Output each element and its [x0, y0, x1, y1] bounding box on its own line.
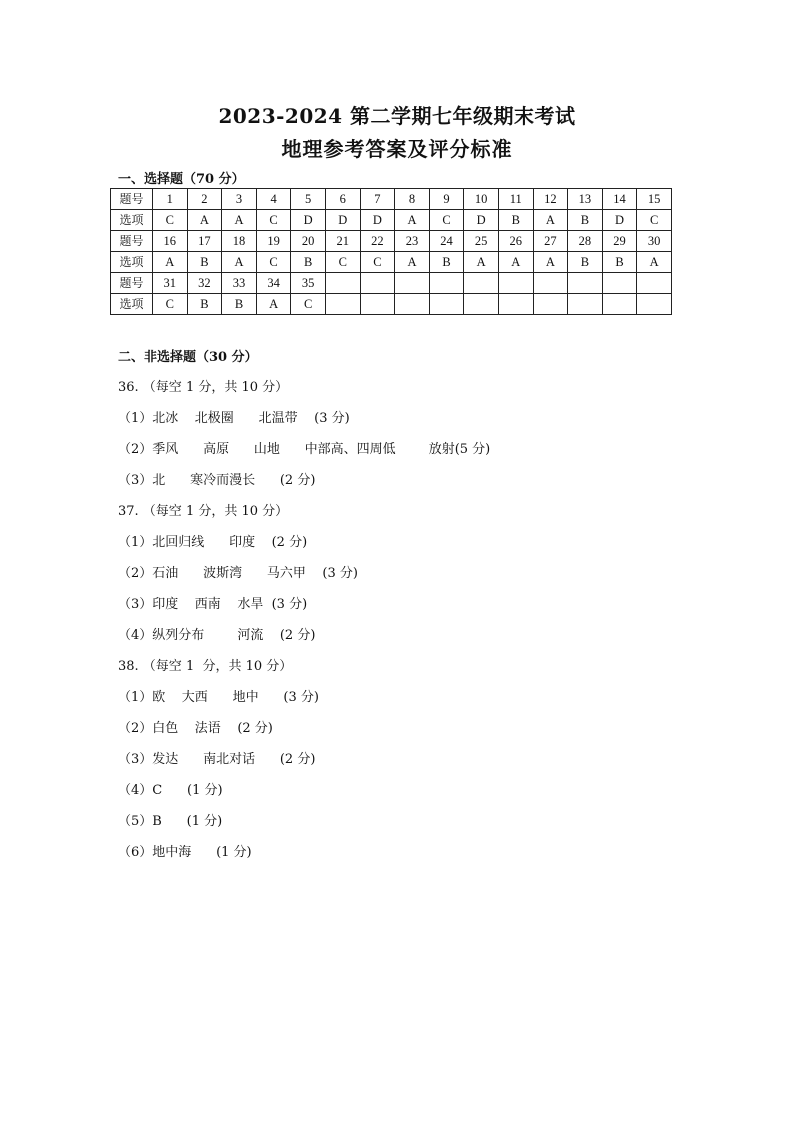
table-row [111, 273, 672, 294]
table-cell: 2 [187, 189, 222, 210]
sub-answer: （6）地中海 (1 分) [118, 845, 252, 860]
table-cell: C [637, 210, 672, 231]
table-cell: D [325, 210, 360, 231]
table-cell: C [291, 294, 326, 315]
table-cell: 32 [187, 273, 222, 294]
table-cell: 23 [395, 231, 430, 252]
table-cell [325, 273, 360, 294]
sub-answer: （4）纵列分布 河流 (2 分) [118, 628, 316, 643]
table-cell: 18 [222, 231, 257, 252]
answer-key-title: 地理参考答案及评分标准 [281, 137, 513, 161]
table-cell: 22 [360, 231, 395, 252]
table-cell [602, 294, 637, 315]
table-cell: B [498, 210, 533, 231]
row-label: 题号 [111, 231, 153, 252]
table-cell: 14 [602, 189, 637, 210]
question-header: 37. （每空 1 分，共 10 分） [118, 504, 289, 519]
table-row [111, 252, 672, 273]
table-row [111, 189, 672, 210]
table-cell [568, 273, 603, 294]
exam-title: 2023-2024 第二学期七年级期末考试 [218, 104, 576, 128]
table-cell: 34 [256, 273, 291, 294]
table-cell: A [187, 210, 222, 231]
table-cell: 20 [291, 231, 326, 252]
table-cell: 16 [153, 231, 188, 252]
table-cell: C [325, 252, 360, 273]
table-cell [498, 273, 533, 294]
table-cell: 25 [464, 231, 499, 252]
table-cell: B [568, 210, 603, 231]
table-cell: A [222, 210, 257, 231]
table-cell: C [256, 252, 291, 273]
table-cell: 9 [429, 189, 464, 210]
table-cell: 11 [498, 189, 533, 210]
table-cell: 30 [637, 231, 672, 252]
table-cell [602, 273, 637, 294]
table-cell [464, 294, 499, 315]
question-header: 36. （每空 1 分，共 10 分） [118, 380, 289, 395]
sub-answer: （1）欧 大西 地中 (3 分) [118, 690, 319, 705]
table-cell: A [222, 252, 257, 273]
table-cell: C [256, 210, 291, 231]
table-cell: 27 [533, 231, 568, 252]
table-cell: 28 [568, 231, 603, 252]
table-cell: A [498, 252, 533, 273]
sub-answer: （3）印度 西南 水旱 (3 分) [118, 597, 308, 612]
table-cell: 31 [153, 273, 188, 294]
table-cell [498, 294, 533, 315]
table-cell: 8 [395, 189, 430, 210]
table-cell [395, 273, 430, 294]
table-cell [637, 273, 672, 294]
row-label: 题号 [111, 189, 153, 210]
table-cell [429, 294, 464, 315]
sub-answer: （3）北 寒冷而漫长 (2 分) [118, 473, 316, 488]
table-cell: 12 [533, 189, 568, 210]
table-cell [533, 294, 568, 315]
table-cell: 33 [222, 273, 257, 294]
table-cell: B [602, 252, 637, 273]
table-cell: D [464, 210, 499, 231]
table-cell: A [533, 252, 568, 273]
sub-answer: （2）白色 法语 (2 分) [118, 721, 273, 736]
multiple-choice-answer-table [110, 188, 672, 315]
table-cell: D [360, 210, 395, 231]
table-cell [395, 294, 430, 315]
section-1-heading: 一、选择题（70 分） [118, 172, 245, 187]
table-cell: 26 [498, 231, 533, 252]
table-cell: A [533, 210, 568, 231]
row-label: 选项 [111, 252, 153, 273]
free-response-answers [118, 378, 490, 874]
table-cell: B [187, 294, 222, 315]
sub-answer: （2）石油 波斯湾 马六甲 (3 分) [118, 566, 358, 581]
sub-answer: （1）北回归线 印度 (2 分) [118, 535, 308, 550]
table-cell: 19 [256, 231, 291, 252]
table-cell [360, 294, 395, 315]
table-cell: 24 [429, 231, 464, 252]
table-cell: 17 [187, 231, 222, 252]
table-cell: A [153, 252, 188, 273]
table-cell: 13 [568, 189, 603, 210]
table-cell: 7 [360, 189, 395, 210]
table-cell: 15 [637, 189, 672, 210]
table-cell: 1 [153, 189, 188, 210]
table-cell [325, 294, 360, 315]
table-cell: 3 [222, 189, 257, 210]
question-header: 38. （每空 1 分，共 10 分） [118, 659, 293, 674]
table-cell [429, 273, 464, 294]
table-cell: C [153, 210, 188, 231]
sub-answer: （1）北冰 北极圈 北温带 (3 分) [118, 411, 350, 426]
table-cell: A [395, 252, 430, 273]
table-cell: B [187, 252, 222, 273]
table-cell [360, 273, 395, 294]
table-cell: B [568, 252, 603, 273]
table-cell: 6 [325, 189, 360, 210]
table-cell: B [222, 294, 257, 315]
table-cell: 35 [291, 273, 326, 294]
table-row [111, 210, 672, 231]
sub-answer: （4）C (1 分) [118, 783, 223, 798]
table-cell: D [602, 210, 637, 231]
table-cell: C [360, 252, 395, 273]
table-row [111, 231, 672, 252]
sub-answer: （3）发达 南北对话 (2 分) [118, 752, 316, 767]
table-cell: A [464, 252, 499, 273]
row-label: 选项 [111, 210, 153, 231]
table-cell: 5 [291, 189, 326, 210]
table-cell [637, 294, 672, 315]
row-label: 题号 [111, 273, 153, 294]
table-cell: 21 [325, 231, 360, 252]
table-cell: B [291, 252, 326, 273]
table-cell: D [291, 210, 326, 231]
table-cell: C [429, 210, 464, 231]
sub-answer: （2）季风 高原 山地 中部高、四周低 放射(5 分) [118, 442, 491, 457]
table-row [111, 294, 672, 315]
table-cell: 10 [464, 189, 499, 210]
table-cell: 29 [602, 231, 637, 252]
table-cell [533, 273, 568, 294]
table-cell: C [153, 294, 188, 315]
table-cell: 4 [256, 189, 291, 210]
table-cell: A [637, 252, 672, 273]
sub-answer: （5）B (1 分) [118, 814, 223, 829]
section-2-heading: 二、非选择题（30 分） [118, 350, 258, 365]
table-cell [568, 294, 603, 315]
table-cell: B [429, 252, 464, 273]
table-cell: A [395, 210, 430, 231]
table-cell: A [256, 294, 291, 315]
table-cell [464, 273, 499, 294]
row-label: 选项 [111, 294, 153, 315]
